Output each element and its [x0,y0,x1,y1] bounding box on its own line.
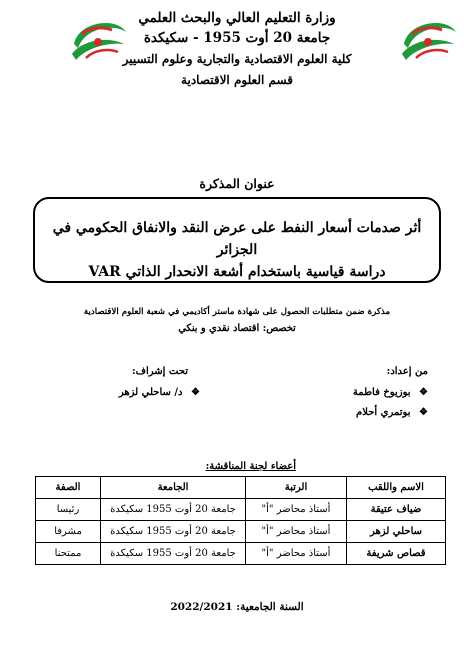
prepared-by-heading: من إعداد: [386,366,428,377]
student-name: بوتمري أحلام [356,407,411,418]
diamond-bullet-icon: ❖ [419,407,428,418]
student-entry [353,403,428,423]
thesis-title-line2: دراسة قياسية باستخدام أشعة الانحدار الذاتي VAR [88,264,386,280]
student-entry [353,383,428,403]
member-university: جامعة 20 أوت 1955 سكيكدة [101,499,246,521]
supervisor-entry [40,383,200,403]
prepared-by-section [353,366,428,423]
thesis-title-line1: أثر صدمات أسعار النفط على عرض النقد والانفاق الحكومي في الجزائر [52,220,422,258]
university-name: جامعة 20 أوت 1955 - سكيكدة [143,30,331,46]
column-header-name: الاسم واللقب [347,477,446,499]
memo-requirement-note: مذكرة ضمن متطلبات الحصول على شهادة ماستر أكاديمي في شعبة العلوم الاقتصادية [83,307,391,317]
member-role: رئيسا [36,499,101,521]
faculty-name: كلية العلوم الاقتصادية والتجارية وعلوم التسيير [122,52,352,66]
member-rank: أستاذ محاضر "أ" [246,521,347,543]
member-university: جامعة 20 أوت 1955 سكيكدة [101,543,246,565]
member-name: ساحلي لزهر [347,521,446,543]
university-logo-right-icon [398,14,460,66]
column-header-rank: الرتبة [246,477,347,499]
ministry-name: وزارة التعليم العالي والبحث العلمي [138,10,336,26]
thesis-title-label: عنوان المذكرة [199,176,275,191]
column-header-role: الصفة [36,477,101,499]
committee-table [35,476,446,565]
academic-year: السنة الجامعية: 2022/2021 [170,601,304,613]
diamond-bullet-icon: ❖ [419,387,428,398]
member-name: قصاص شريفة [347,543,446,565]
table-header-row [36,477,446,499]
specialty-label: تخصص: اقتصاد نقدي و بنكي [178,323,296,334]
diamond-bullet-icon: ❖ [191,387,200,398]
supervisor-heading: تحت إشراف: [131,366,188,377]
column-header-university: الجامعة [101,477,246,499]
table-row [36,543,446,565]
student-name: بوزيوخ فاطمة [352,387,411,398]
supervisor-name: د/ ساحلي لزهر [118,387,183,398]
member-rank: أستاذ محاضر "أ" [246,543,347,565]
committee-label: أعضاء لجنة المناقشة: [205,461,296,472]
supervisor-section [40,366,200,403]
table-row [36,521,446,543]
table-row [36,499,446,521]
member-rank: أستاذ محاضر "أ" [246,499,347,521]
member-name: ضياف عتيقة [347,499,446,521]
member-role: ممتحنا [36,543,101,565]
institution-header [110,8,364,91]
thesis-title-box [33,197,441,283]
member-role: مشرفا [36,521,101,543]
department-name: قسم العلوم الاقتصادية [181,73,293,87]
member-university: جامعة 20 أوت 1955 سكيكدة [101,521,246,543]
